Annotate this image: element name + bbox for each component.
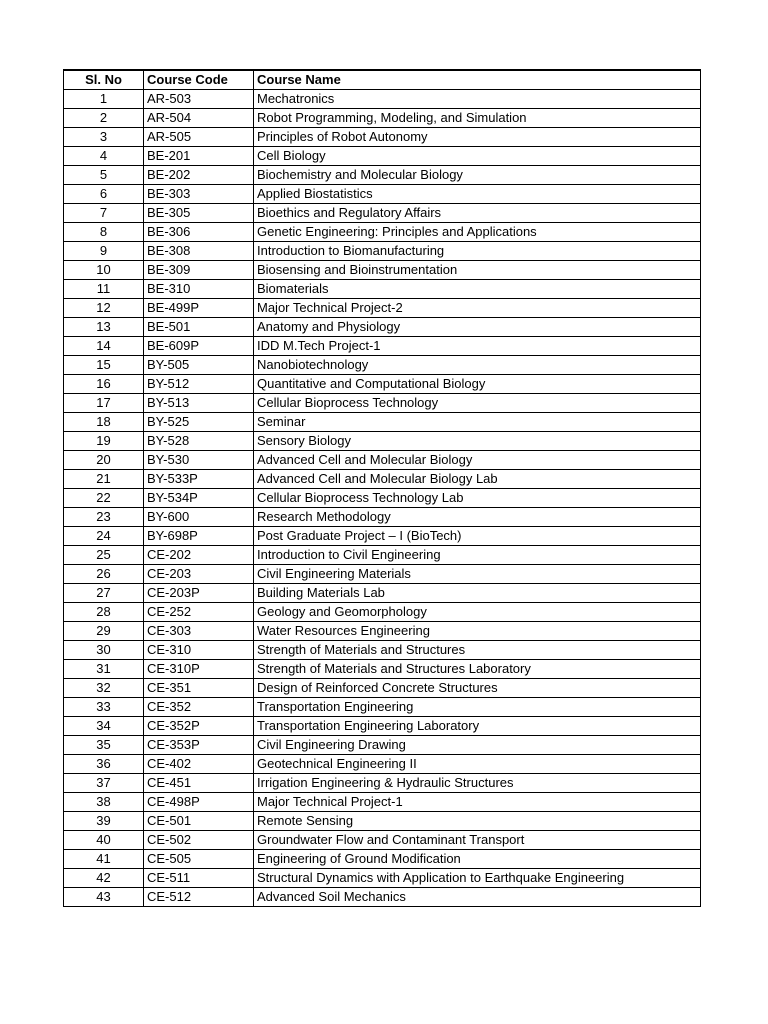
cell-course-name: Biosensing and Bioinstrumentation — [254, 261, 701, 280]
cell-sl-no: 14 — [64, 337, 144, 356]
cell-course-code: CE-252 — [144, 603, 254, 622]
cell-course-code: BE-609P — [144, 337, 254, 356]
table-row — [64, 394, 701, 413]
cell-course-code: BY-513 — [144, 394, 254, 413]
cell-course-name: Strength of Materials and Structures — [254, 641, 701, 660]
cell-sl-no: 36 — [64, 755, 144, 774]
header-row — [64, 70, 701, 90]
table-row — [64, 850, 701, 869]
table-row — [64, 299, 701, 318]
cell-course-code: AR-503 — [144, 90, 254, 109]
cell-course-code: BY-698P — [144, 527, 254, 546]
cell-sl-no: 23 — [64, 508, 144, 527]
cell-course-code: BE-306 — [144, 223, 254, 242]
cell-sl-no: 10 — [64, 261, 144, 280]
table-row — [64, 451, 701, 470]
cell-sl-no: 26 — [64, 565, 144, 584]
cell-course-name: Strength of Materials and Structures Laboratory — [254, 660, 701, 679]
cell-course-code: CE-310P — [144, 660, 254, 679]
cell-course-code: BE-501 — [144, 318, 254, 337]
cell-course-code: BE-310 — [144, 280, 254, 299]
cell-course-name: Genetic Engineering: Principles and Applications — [254, 223, 701, 242]
cell-course-name: Seminar — [254, 413, 701, 432]
cell-course-name: Sensory Biology — [254, 432, 701, 451]
cell-sl-no: 17 — [64, 394, 144, 413]
cell-course-code: BE-202 — [144, 166, 254, 185]
cell-course-code: BY-528 — [144, 432, 254, 451]
cell-course-name: Civil Engineering Drawing — [254, 736, 701, 755]
table-row — [64, 109, 701, 128]
cell-course-code: BE-305 — [144, 204, 254, 223]
cell-course-name: Applied Biostatistics — [254, 185, 701, 204]
cell-course-name: IDD M.Tech Project-1 — [254, 337, 701, 356]
cell-course-name: Engineering of Ground Modification — [254, 850, 701, 869]
cell-course-name: Bioethics and Regulatory Affairs — [254, 204, 701, 223]
course-table — [63, 69, 701, 907]
cell-sl-no: 1 — [64, 90, 144, 109]
table-row — [64, 584, 701, 603]
cell-sl-no: 39 — [64, 812, 144, 831]
cell-course-name: Transportation Engineering — [254, 698, 701, 717]
cell-course-code: CE-512 — [144, 888, 254, 907]
cell-sl-no: 40 — [64, 831, 144, 850]
cell-sl-no: 5 — [64, 166, 144, 185]
cell-sl-no: 13 — [64, 318, 144, 337]
table-row — [64, 869, 701, 888]
table-row — [64, 793, 701, 812]
cell-sl-no: 9 — [64, 242, 144, 261]
header-course-name: Course Name — [254, 70, 701, 90]
cell-course-code: CE-203 — [144, 565, 254, 584]
cell-sl-no: 22 — [64, 489, 144, 508]
cell-course-code: BY-525 — [144, 413, 254, 432]
table-row — [64, 185, 701, 204]
cell-sl-no: 27 — [64, 584, 144, 603]
cell-sl-no: 41 — [64, 850, 144, 869]
table-row — [64, 641, 701, 660]
table-row — [64, 679, 701, 698]
cell-course-code: BY-533P — [144, 470, 254, 489]
cell-sl-no: 38 — [64, 793, 144, 812]
cell-sl-no: 4 — [64, 147, 144, 166]
table-row — [64, 755, 701, 774]
cell-course-code: CE-310 — [144, 641, 254, 660]
cell-sl-no: 2 — [64, 109, 144, 128]
cell-sl-no: 32 — [64, 679, 144, 698]
cell-course-name: Anatomy and Physiology — [254, 318, 701, 337]
table-row — [64, 565, 701, 584]
cell-sl-no: 34 — [64, 717, 144, 736]
table-row — [64, 166, 701, 185]
table-row — [64, 698, 701, 717]
cell-course-code: CE-451 — [144, 774, 254, 793]
cell-course-code: BE-309 — [144, 261, 254, 280]
cell-course-code: CE-351 — [144, 679, 254, 698]
cell-course-name: Introduction to Civil Engineering — [254, 546, 701, 565]
table-row — [64, 546, 701, 565]
cell-course-name: Advanced Cell and Molecular Biology Lab — [254, 470, 701, 489]
cell-course-name: Quantitative and Computational Biology — [254, 375, 701, 394]
cell-course-code: AR-504 — [144, 109, 254, 128]
cell-course-name: Nanobiotechnology — [254, 356, 701, 375]
table-row — [64, 717, 701, 736]
table-row — [64, 223, 701, 242]
table-row — [64, 489, 701, 508]
table-row — [64, 603, 701, 622]
cell-course-code: CE-498P — [144, 793, 254, 812]
table-body — [64, 90, 701, 907]
cell-course-code: BY-530 — [144, 451, 254, 470]
cell-course-name: Groundwater Flow and Contaminant Transport — [254, 831, 701, 850]
cell-course-code: CE-352 — [144, 698, 254, 717]
table-row — [64, 318, 701, 337]
table-row — [64, 204, 701, 223]
cell-course-name: Cellular Bioprocess Technology — [254, 394, 701, 413]
cell-course-name: Geology and Geomorphology — [254, 603, 701, 622]
table-row — [64, 356, 701, 375]
cell-sl-no: 11 — [64, 280, 144, 299]
cell-course-name: Post Graduate Project – I (BioTech) — [254, 527, 701, 546]
table-row — [64, 470, 701, 489]
cell-course-name: Research Methodology — [254, 508, 701, 527]
cell-course-code: CE-303 — [144, 622, 254, 641]
cell-course-name: Introduction to Biomanufacturing — [254, 242, 701, 261]
cell-sl-no: 29 — [64, 622, 144, 641]
cell-sl-no: 21 — [64, 470, 144, 489]
cell-course-name: Transportation Engineering Laboratory — [254, 717, 701, 736]
cell-sl-no: 30 — [64, 641, 144, 660]
cell-sl-no: 20 — [64, 451, 144, 470]
table-row — [64, 812, 701, 831]
table-header — [64, 70, 701, 90]
cell-course-name: Geotechnical Engineering II — [254, 755, 701, 774]
header-sl-no: Sl. No — [64, 70, 144, 90]
table-row — [64, 242, 701, 261]
cell-sl-no: 31 — [64, 660, 144, 679]
cell-course-code: BY-512 — [144, 375, 254, 394]
table-row — [64, 774, 701, 793]
cell-course-code: AR-505 — [144, 128, 254, 147]
cell-course-code: CE-203P — [144, 584, 254, 603]
table-row — [64, 375, 701, 394]
cell-course-name: Design of Reinforced Concrete Structures — [254, 679, 701, 698]
cell-sl-no: 15 — [64, 356, 144, 375]
cell-course-code: CE-501 — [144, 812, 254, 831]
cell-course-code: BE-201 — [144, 147, 254, 166]
cell-course-name: Cellular Bioprocess Technology Lab — [254, 489, 701, 508]
cell-course-name: Cell Biology — [254, 147, 701, 166]
cell-sl-no: 19 — [64, 432, 144, 451]
cell-course-code: CE-353P — [144, 736, 254, 755]
cell-course-code: CE-202 — [144, 546, 254, 565]
cell-course-name: Remote Sensing — [254, 812, 701, 831]
cell-course-name: Mechatronics — [254, 90, 701, 109]
table-row — [64, 90, 701, 109]
cell-sl-no: 42 — [64, 869, 144, 888]
table-row — [64, 261, 701, 280]
cell-course-name: Structural Dynamics with Application to Earthquake Engineering — [254, 869, 701, 888]
cell-sl-no: 24 — [64, 527, 144, 546]
cell-sl-no: 3 — [64, 128, 144, 147]
cell-sl-no: 12 — [64, 299, 144, 318]
cell-sl-no: 25 — [64, 546, 144, 565]
cell-course-code: BE-499P — [144, 299, 254, 318]
course-list-sheet — [63, 69, 700, 907]
cell-course-code: BE-303 — [144, 185, 254, 204]
cell-course-code: CE-352P — [144, 717, 254, 736]
table-row — [64, 831, 701, 850]
table-row — [64, 622, 701, 641]
cell-sl-no: 8 — [64, 223, 144, 242]
table-row — [64, 432, 701, 451]
cell-sl-no: 6 — [64, 185, 144, 204]
cell-course-code: BY-534P — [144, 489, 254, 508]
cell-sl-no: 33 — [64, 698, 144, 717]
cell-course-name: Major Technical Project-2 — [254, 299, 701, 318]
cell-sl-no: 43 — [64, 888, 144, 907]
cell-course-name: Civil Engineering Materials — [254, 565, 701, 584]
table-row — [64, 508, 701, 527]
cell-sl-no: 18 — [64, 413, 144, 432]
cell-sl-no: 37 — [64, 774, 144, 793]
cell-course-name: Robot Programming, Modeling, and Simulation — [254, 109, 701, 128]
cell-course-name: Advanced Cell and Molecular Biology — [254, 451, 701, 470]
cell-sl-no: 16 — [64, 375, 144, 394]
table-row — [64, 527, 701, 546]
table-row — [64, 888, 701, 907]
cell-course-code: CE-505 — [144, 850, 254, 869]
cell-course-name: Biomaterials — [254, 280, 701, 299]
cell-sl-no: 28 — [64, 603, 144, 622]
table-row — [64, 413, 701, 432]
cell-course-code: CE-502 — [144, 831, 254, 850]
cell-course-code: CE-511 — [144, 869, 254, 888]
cell-course-code: BE-308 — [144, 242, 254, 261]
cell-course-name: Water Resources Engineering — [254, 622, 701, 641]
cell-sl-no: 7 — [64, 204, 144, 223]
cell-course-code: BY-505 — [144, 356, 254, 375]
table-row — [64, 280, 701, 299]
table-row — [64, 660, 701, 679]
cell-course-code: BY-600 — [144, 508, 254, 527]
cell-course-name: Principles of Robot Autonomy — [254, 128, 701, 147]
cell-course-code: CE-402 — [144, 755, 254, 774]
cell-course-name: Major Technical Project-1 — [254, 793, 701, 812]
table-row — [64, 337, 701, 356]
cell-course-name: Advanced Soil Mechanics — [254, 888, 701, 907]
cell-course-name: Biochemistry and Molecular Biology — [254, 166, 701, 185]
cell-course-name: Building Materials Lab — [254, 584, 701, 603]
table-row — [64, 736, 701, 755]
cell-course-name: Irrigation Engineering & Hydraulic Structures — [254, 774, 701, 793]
table-row — [64, 147, 701, 166]
cell-sl-no: 35 — [64, 736, 144, 755]
header-course-code: Course Code — [144, 70, 254, 90]
table-row — [64, 128, 701, 147]
